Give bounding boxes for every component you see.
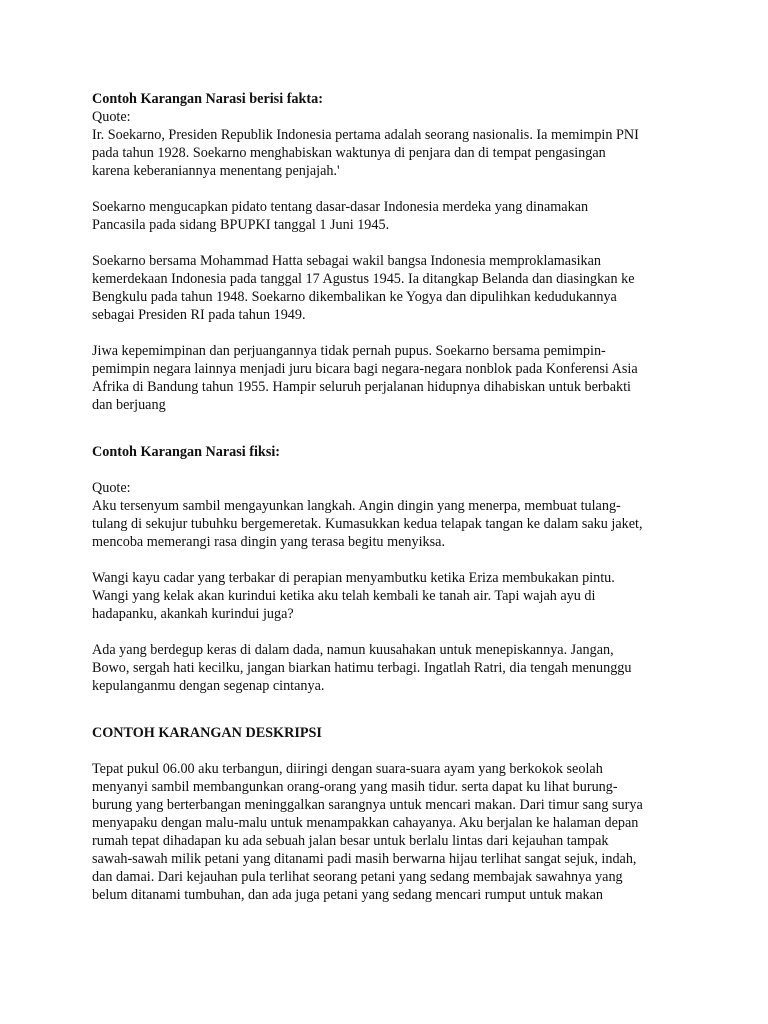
paragraph-line: dan damai. Dari kejauhan pula terlihat seorang petani yang sedang membajak sawahnya yang [92, 869, 623, 885]
paragraph-line: Aku tersenyum sambil mengayunkan langkah. Angin dingin yang menerpa, membuat tulang- [92, 498, 621, 514]
section-narasi-fakta [92, 90, 684, 414]
document-page [92, 90, 684, 904]
paragraph [92, 108, 684, 180]
paragraph-line: burung yang berterbangan meninggalkan sarangnya untuk mencari makan. Dari timur sang surya [92, 797, 643, 813]
paragraph-line: menyapaku dengan malu-malu untuk menampakkan cahayanya. Aku berjalan ke halaman depan [92, 815, 639, 831]
paragraph-line: rumah tepat dihadapan ku ada sebuah jalan besar untuk berlalu lintas dari kejauhan tampak [92, 833, 609, 849]
paragraph-line: pada tahun 1928. Soekarno menghabiskan waktunya di penjara dan di tempat pengasingan [92, 145, 606, 161]
paragraph [92, 479, 684, 551]
section-deskripsi [92, 724, 684, 904]
paragraph-line: karena keberaniannya menentang penjajah.' [92, 163, 340, 179]
paragraph-line: Afrika di Bandung tahun 1955. Hampir seluruh perjalanan hidupnya dihabiskan untuk berbakti [92, 379, 632, 395]
paragraph-line: Soekarno bersama Mohammad Hatta sebagai wakil bangsa Indonesia memproklamasikan [92, 253, 602, 269]
paragraph-line: Quote: [92, 480, 131, 496]
paragraph [92, 641, 684, 695]
section-heading: Contoh Karangan Narasi berisi fakta: [92, 91, 323, 107]
paragraph-line: Jiwa kepemimpinan dan perjuangannya tidak pernah pupus. Soekarno bersama pemimpin- [92, 343, 606, 359]
paragraph-line: Tepat pukul 06.00 aku terbangun, diiringi dengan suara-suara ayam yang berkokok seolah [92, 761, 603, 777]
section-heading: CONTOH KARANGAN DESKRIPSI [92, 725, 322, 741]
paragraph-line: Wangi kayu cadar yang terbakar di perapian menyambutku ketika Eriza membukakan pintu. [92, 570, 615, 586]
paragraph-line: pemimpin negara lainnya menjadi juru bicara bagi negara-negara nonblok pada Konferensi Asia [92, 361, 638, 377]
paragraph [92, 760, 684, 904]
paragraph-line: mencoba memerangi rasa dingin yang terasa begitu menyiksa. [92, 534, 445, 550]
paragraph-line: kepulanganmu dengan segenap cintanya. [92, 678, 325, 694]
paragraph-line: hadapanku, akankah kurindui juga? [92, 606, 294, 622]
section-heading: Contoh Karangan Narasi fiksi: [92, 444, 281, 460]
paragraph [92, 252, 684, 324]
paragraph-line: Soekarno mengucapkan pidato tentang dasar-dasar Indonesia merdeka yang dinamakan [92, 199, 589, 215]
paragraph-line: Wangi yang kelak akan kurindui ketika aku telah kembali ke tanah air. Tapi wajah ayu di [92, 588, 596, 604]
paragraph-line: Ir. Soekarno, Presiden Republik Indonesia pertama adalah seorang nasionalis. Ia memimpin PNI [92, 127, 639, 143]
paragraph-line: menyanyi sambil membangunkan orang-orang yang masih tidur. serta dapat ku lihat burung- [92, 779, 618, 795]
paragraph-line: kemerdekaan Indonesia pada tanggal 17 Agustus 1945. Ia ditangkap Belanda dan diasingkan ke [92, 271, 635, 287]
paragraph-line: Bowo, sergah hati kecilku, jangan biarkan hatimu terbagi. Ingatlah Ratri, dia tengah menunggu [92, 660, 632, 676]
paragraph-line: belum ditanami tumbuhan, dan ada juga petani yang sedang mencari rumput untuk makan [92, 887, 603, 903]
paragraph [92, 569, 684, 623]
section-narasi-fiksi [92, 443, 684, 695]
paragraph-line: dan berjuang [92, 397, 166, 413]
paragraph-line: Ada yang berdegup keras di dalam dada, namun kuusahakan untuk menepiskannya. Jangan, [92, 642, 614, 658]
paragraph-line: sawah-sawah milik petani yang ditanami padi masih berwarna hijau terlihat sangat sejuk, indah, [92, 851, 637, 867]
paragraph [92, 198, 684, 234]
paragraph-line: Quote: [92, 109, 131, 125]
paragraph-line: Pancasila pada sidang BPUPKI tanggal 1 Juni 1945. [92, 217, 390, 233]
paragraph-line: sebagai Presiden RI pada tahun 1949. [92, 307, 306, 323]
paragraph [92, 342, 684, 414]
paragraph-line: Bengkulu pada tahun 1948. Soekarno dikembalikan ke Yogya dan dipulihkan kedudukannya [92, 289, 617, 305]
paragraph-line: tulang di sekujur tubuhku bergemeretak. Kumasukkan kedua telapak tangan ke dalam saku jaket, [92, 516, 643, 532]
